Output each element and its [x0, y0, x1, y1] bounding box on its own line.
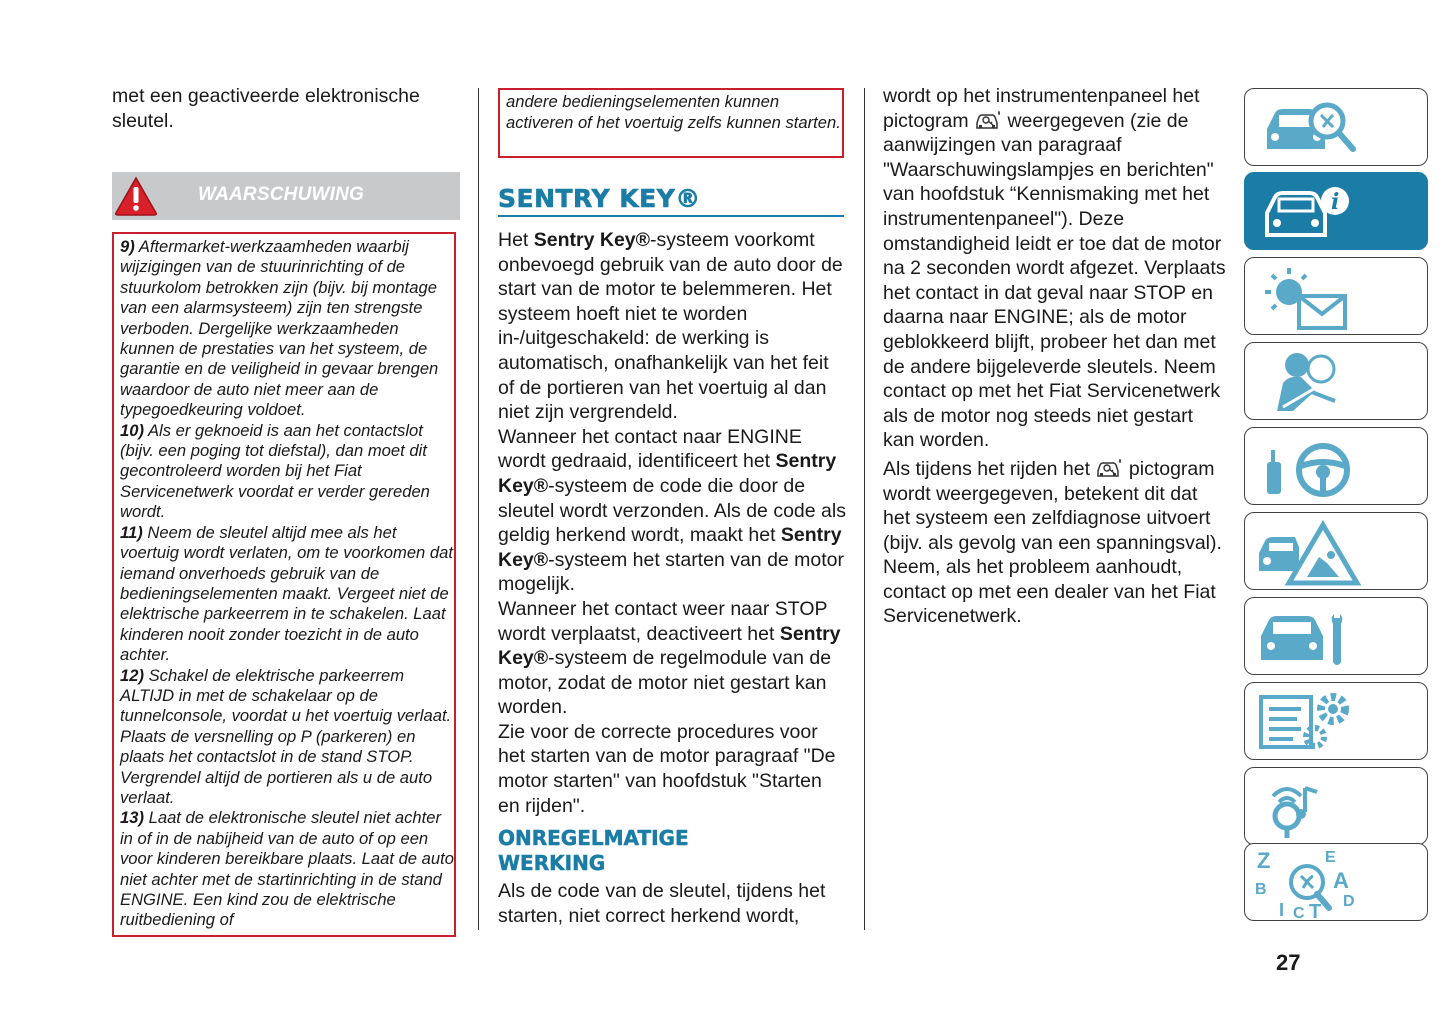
index-letter: Z [1257, 848, 1271, 873]
text: Als tijdens het rijden het [883, 457, 1091, 480]
tab-car-search[interactable] [1244, 88, 1428, 166]
note-13 [120, 808, 454, 930]
note-number: 13) [120, 808, 144, 828]
tab-technical-data[interactable] [1244, 682, 1428, 760]
emergency-breakdown-icon [1253, 517, 1421, 587]
maintenance-icon [1253, 602, 1421, 672]
technical-data-icon [1253, 687, 1421, 757]
continued-note: andere bedieningselementen kunnen activeren of het voertuig zelfs kunnen starten. [506, 92, 841, 132]
text-bold: Sentry Key® [533, 229, 651, 251]
note-text: Aftermarket-werkzaamheden waarbij wijzigingen van de stuurinrichting of de stuurkolom betrokken zijn (bijv. bij montage van een alarmsysteem) zijn ten strengste verboden. Dergelijke werkzaamheden kunnen de prestaties van het systeem, de garantie en de veiligheid in gevaar brengen waardoor de auto niet meer aan de typegoedkeuring voldoet. [120, 237, 439, 420]
index-letter: B [1255, 881, 1267, 898]
column-divider [478, 88, 479, 930]
tab-car-info[interactable] [1244, 172, 1428, 250]
text: Wanneer het contact naar ENGINE wordt gedraaid, identificeert het [498, 425, 802, 473]
warning-triangle-icon [114, 176, 158, 216]
section-heading-text: SENTRY KEY® [498, 184, 701, 213]
multimedia-icon [1253, 772, 1421, 842]
column-divider [864, 88, 865, 930]
index-letter: E [1325, 849, 1336, 866]
paragraph [883, 457, 1228, 629]
text-bold: Sentry Key® [498, 622, 841, 670]
note-9 [120, 237, 454, 421]
note-number: 12) [120, 665, 144, 685]
text: weergegeven (zie de aanwijzingen van paragraaf "Waarschuwingslampjes en berichten" van hoofdstuk “Kennismaking met het instrumentenpaneel"). Deze omstandigheid leidt er toe dat de motor na 2 seconden wordt afgezet. Verplaats het contact in dat geval naar STOP en daarna naar ENGINE; als de motor geblokkeerd blijft, probeer het dan met de andere bijgeleverde sleutels. Neem contact op met het Fiat Servicenetwerk als de motor nog steeds niet gestart kan worden. [883, 109, 1226, 452]
page-number: 27 [1276, 950, 1301, 975]
key-steering-wheel-icon [1253, 432, 1421, 502]
note-text: Schakel de elektrische parkeerrem ALTIJD in met de schakelaar op de tunnelconsole, voordat u het voertuig verlaat. Plaats de versnelling op P (parkeren) en plaats het contactslot in de stand STOP. Vergrendel altijd de portieren als u de auto verlaat. [120, 665, 452, 807]
warning-label: WAARSCHUWING [198, 184, 364, 205]
column-2-body [498, 228, 848, 818]
subsection-heading [498, 826, 844, 876]
paragraph [498, 425, 848, 597]
text: -systeem voorkomt onbevoegd gebruik van de auto door de start van de motor te belemmeren. Het systeem hoeft niet te worden in-/uitgeschakeld: de werking is automatisch, onafhankelijk van het feit of de portieren van het voertuig al dan niet zijn vergrendeld. [498, 229, 843, 424]
note-number: 11) [120, 522, 143, 542]
paragraph: Als de code van de sleutel, tijdens het starten, niet correct herkend wordt, [498, 880, 826, 927]
paragraph [498, 597, 848, 720]
index-letter: I [1279, 900, 1285, 918]
warning-lights-messages-icon [1253, 262, 1421, 332]
car-key-warning-icon [1095, 457, 1123, 479]
tab-maintenance[interactable] [1244, 597, 1428, 675]
note-number: 10) [120, 420, 144, 440]
warning-notes-box [112, 232, 456, 937]
text: Het [498, 229, 534, 251]
svg-text:i: i [1331, 189, 1340, 215]
car-key-warning-icon [974, 109, 1002, 131]
continued-note-box [498, 88, 844, 158]
tab-safety[interactable] [1244, 342, 1428, 420]
car-info-icon [1253, 177, 1421, 247]
index-icon [1253, 848, 1421, 918]
text: -systeem de regelmodule van de motor, zodat de motor niet gestart kan worden. [498, 647, 832, 719]
paragraph: Zie voor de correcte procedures voor het starten van de motor paragraaf "De motor starten" van hoofdstuk "Starten en rijden". [498, 720, 836, 817]
tab-warning-lights[interactable] [1244, 257, 1428, 335]
text-bold: Sentry Key® [498, 450, 837, 497]
note-text: Laat de elektronische sleutel niet achter in of in de nabijheid van de auto of op een voor kinderen bereikbare plaats. Laat de auto niet achter met de startinrichting in de stand ENGINE. Een kind zou de elektrische ruitbediening of [120, 808, 454, 930]
note-number: 9) [120, 237, 135, 256]
index-letter: A [1333, 868, 1349, 893]
text: wordt op het instrumentenpaneel het pictogram [883, 85, 1200, 132]
tab-emergency[interactable] [1244, 512, 1428, 590]
text-bold: Sentry Key® [498, 524, 842, 571]
subsection-heading-line: WERKING [498, 851, 606, 875]
note-11 [120, 523, 454, 666]
paragraph [498, 228, 848, 425]
index-letter: D [1343, 893, 1355, 910]
subsection-heading-line: ONREGELMATIGE [498, 826, 689, 850]
tab-starting-driving[interactable] [1244, 427, 1428, 505]
paragraph [883, 84, 1228, 453]
note-12 [120, 666, 454, 809]
column-3-body [883, 84, 1228, 629]
index-letter: T [1309, 901, 1322, 918]
text: Wanneer het contact weer naar STOP wordt verplaatst, deactiveert het [498, 597, 828, 645]
note-10 [120, 421, 454, 523]
text: -systeem het starten van de motor mogelijk. [498, 548, 845, 596]
text: -systeem de code die door de sleutel wordt verzonden. Als de code als geldig herkend wordt, maakt het [498, 474, 846, 547]
safety-airbag-icon [1253, 347, 1421, 417]
section-heading [498, 184, 844, 217]
text: pictogram wordt weergegeven, betekent dit dat het systeem een zelfdiagnose uitvoert (bijv. als gevolg van een spanningsval). Neem, als het probleem aanhoudt, contact op met een dealer van het Fiat Servicenetwerk. [883, 457, 1222, 628]
tab-multimedia[interactable] [1244, 767, 1428, 845]
note-text: Neem de sleutel altijd mee als het voertuig wordt verlaten, om te voorkomen dat iemand onverhoeds gebruik van de bedieningselementen maakt. Vergeet niet de elektrische parkeerrem in te schakelen. Laat kinderen nooit zonder toezicht in de auto achter. [120, 522, 453, 665]
tab-index[interactable] [1244, 843, 1428, 921]
index-letter: C [1293, 905, 1305, 918]
note-text: Als er geknoeid is aan het contactslot (bijv. een poging tot diefstal), dan moet dit gecontroleerd worden bij het Fiat Servicenetwerk voordat er verder gereden wordt. [120, 420, 430, 522]
car-search-icon [1253, 93, 1421, 163]
warning-header [112, 172, 460, 220]
intro-text: met een geactiveerde elektronische sleutel. [112, 85, 420, 132]
